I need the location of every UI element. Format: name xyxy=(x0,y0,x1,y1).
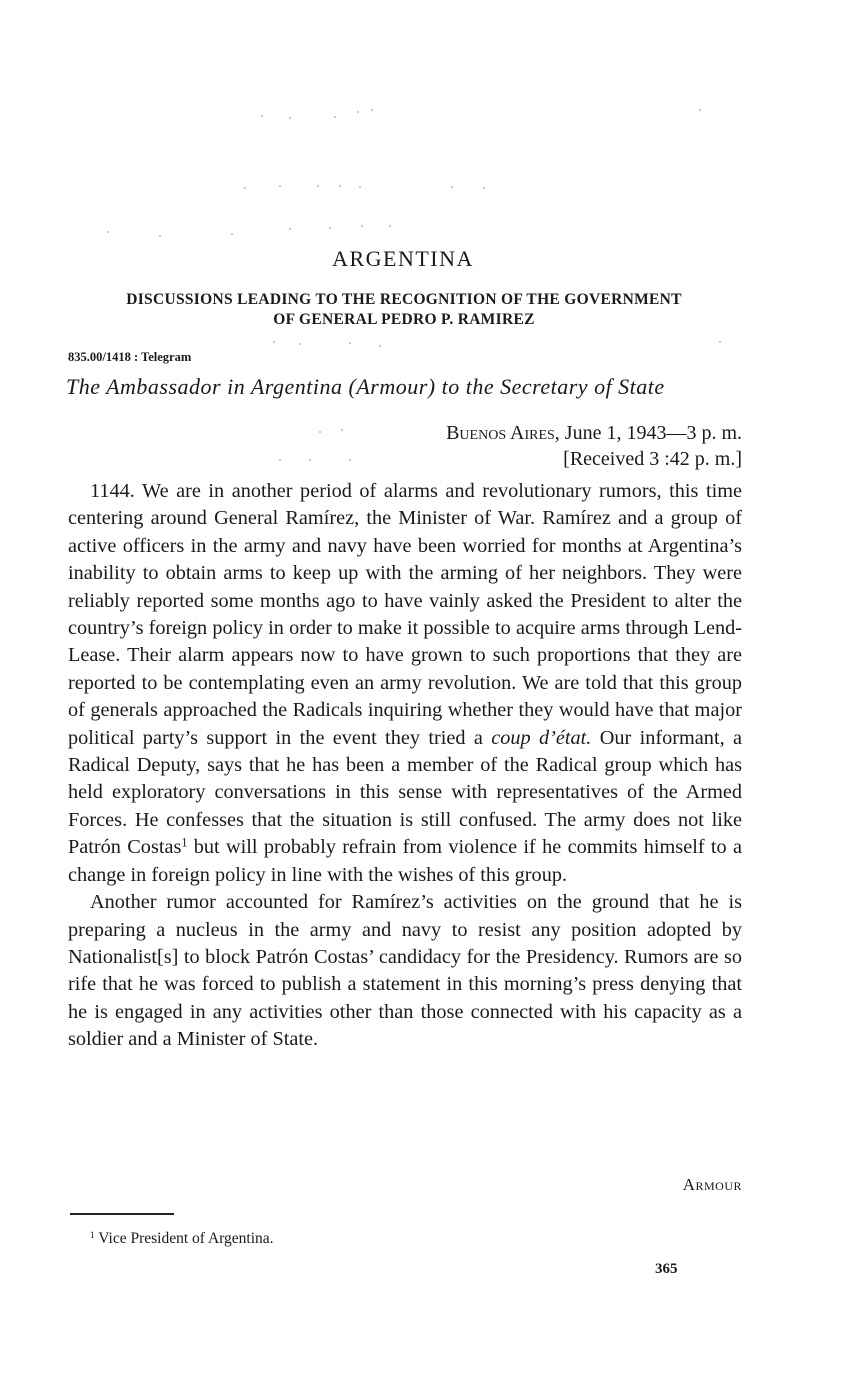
dateline-received: [Received 3 :42 p. m.] xyxy=(563,448,742,470)
footnote-reference-mark: 1 xyxy=(181,835,188,850)
footnote-text: Vice President of Argentina. xyxy=(94,1230,274,1247)
dateline-sent xyxy=(446,420,742,446)
paragraph-1 xyxy=(68,478,742,889)
section-heading xyxy=(66,290,742,330)
dateline-place: Buenos Aires xyxy=(446,422,555,444)
signature: Armour xyxy=(682,1175,742,1194)
file-reference: 835.00/1418 : Telegram xyxy=(68,350,192,364)
section-heading-line1: DISCUSSIONS LEADING TO THE RECOGNITION OF THE GOVERNMENT xyxy=(126,291,682,308)
document-title: The Ambassador in Argentina (Armour) to the Secretary of State xyxy=(66,374,665,399)
paragraph-1-text-c: but will probably refrain from violence if he commits himself to a change in foreign policy in line with the wishes of this group. xyxy=(68,836,743,886)
paragraph-1-text-a: 1144. We are in another period of alarms and revolutionary rumors, this time centering around General Ramírez, the Minister of War. Ramírez and a group of active officers in the army and navy have been worried for months at Argentina’s inability to obtain arms to keep up with the arming of her neighbors. They were reliably reported some months ago to have vainly asked the President to alter the country’s foreign policy in order to make it possible to acquire arms through Lend-Lease. Their alarm appears now to have grown to such proportions that they are reported to be contemplating even an army revolution. We are told that this group of generals approached the Radicals inquiring whether they would have that major political party’s support in the event they tried a xyxy=(68,480,742,749)
dateline-date: , June 1, 1943—3 p. m. xyxy=(554,422,742,444)
country-heading: ARGENTINA xyxy=(332,246,474,271)
telegram-body xyxy=(68,478,742,1054)
footnote-divider xyxy=(70,1213,174,1215)
section-heading-line2: OF GENERAL PEDRO P. RAMIREZ xyxy=(273,311,535,328)
paragraph-1-text-b: Our informant, a Radical Deputy, says that he has been a member of the Radical group which has held exploratory conversations in this sense with representatives of the Armed Forces. He confesses that the situation is still confused. The army does not like Patrón Costas xyxy=(68,726,742,859)
footnote-mark: 1 xyxy=(90,1230,95,1241)
page-number: 365 xyxy=(655,1261,678,1277)
footnote xyxy=(90,1230,274,1248)
paragraph-1-italic: coup d’état. xyxy=(491,726,592,749)
dateline xyxy=(446,420,742,472)
paragraph-2: Another rumor accounted for Ramírez’s activities on the ground that he is preparing a nucleus in the army and navy to resist any position adopted by Nationalist[s] to block Patrón Costas’ candidacy for the Presidency. Rumors are so rife that he was forced to publish a statement in this morning’s press denying that he is engaged in any activities other than those connected with his capacity as a soldier and a Minister of State. xyxy=(68,891,742,1051)
